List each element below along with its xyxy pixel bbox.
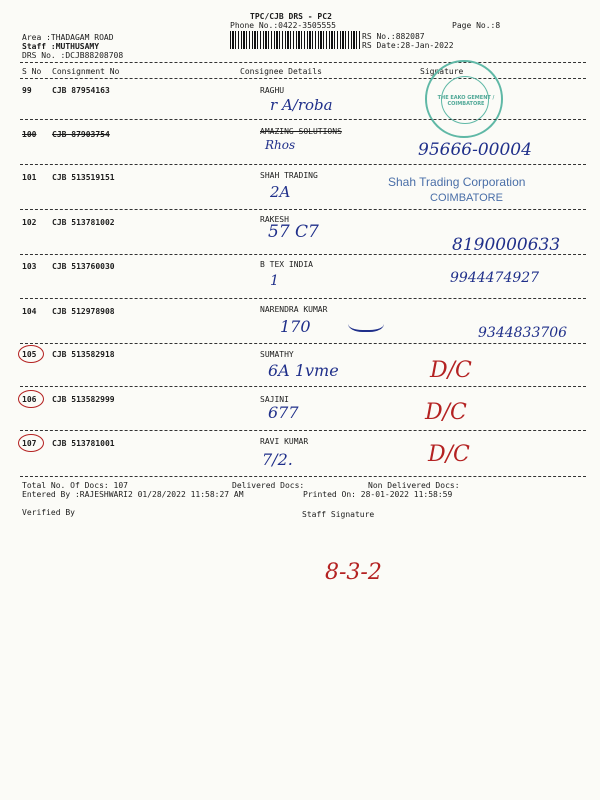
divider: [20, 298, 586, 299]
row-consignee-name: RAKESH: [260, 215, 289, 224]
row-handwritten-note: D/C: [428, 442, 470, 467]
row-sno: 103: [22, 262, 37, 271]
signature-scribble: [348, 312, 384, 332]
row-consignee-name: SHAH TRADING: [260, 171, 318, 180]
row-consignee-name: AMAZING SOLUTIONS: [260, 127, 342, 136]
row-consignee-name: RAVI KUMAR: [260, 437, 309, 446]
column-header-consignment: Consignment No: [52, 67, 120, 76]
row-consignee-name: SUMATHY: [260, 350, 294, 359]
row-handwritten-note: 9944474927: [450, 270, 540, 286]
page-number: Page No.:8: [452, 21, 501, 30]
phone-number: Phone No.:0422-3505555: [230, 21, 336, 30]
non-delivered-docs: Non Delivered Docs:: [368, 481, 460, 490]
row-consignment-no: CJB 87954163: [52, 86, 110, 95]
rs-number: RS No.:882087: [362, 32, 425, 41]
row-handwritten-note: 8190000633: [452, 235, 561, 255]
row-consignment-no: CJB 513781001: [52, 439, 115, 448]
row-consignee-name: NARENDRA KUMAR: [260, 305, 328, 314]
row-handwritten-sign: Rhos: [265, 138, 296, 152]
report-title: TPC/CJB DRS - PC2: [250, 12, 332, 21]
row-consignment-no: CJB 513582999: [52, 395, 115, 404]
divider: [20, 78, 586, 79]
divider: [20, 254, 586, 255]
row-sno: 105: [22, 350, 37, 359]
row-consignee-name: SAJINI: [260, 395, 289, 404]
row-handwritten-sign: 6A 1vme: [268, 361, 339, 380]
divider: [20, 386, 586, 387]
divider: [20, 164, 586, 165]
row-handwritten-note: D/C: [425, 400, 467, 425]
divider: [20, 119, 586, 120]
row-consignment-no: CJB 512978908: [52, 307, 115, 316]
row-handwritten-sign: 677: [268, 403, 299, 422]
row-sno: 102: [22, 218, 37, 227]
barcode: [230, 31, 360, 49]
row-sno: 106: [22, 395, 37, 404]
row-handwritten-sign: r A/roba: [270, 96, 333, 114]
row-sno: 104: [22, 307, 37, 316]
divider: [20, 343, 586, 344]
row-handwritten-note: 9344833706: [478, 325, 568, 341]
row-consignment-no: CJB 513582918: [52, 350, 115, 359]
divider: [20, 430, 586, 431]
divider: [20, 209, 586, 210]
column-header-sno: S No: [22, 67, 42, 76]
row-consignee-name: RAGHU: [260, 86, 285, 95]
divider: [20, 62, 586, 63]
handwritten-date-note: 8-3-2: [325, 560, 382, 585]
column-header-consignee: Consignee Details: [240, 67, 322, 76]
delivered-docs: Delivered Docs:: [232, 481, 305, 490]
row-handwritten-note: 95666-00004: [418, 140, 532, 160]
row-sno: 107: [22, 439, 37, 448]
row-sno: 101: [22, 173, 37, 182]
row-handwritten-sign: 2A: [270, 183, 291, 201]
drs-number: DRS No. :DCJB88208708: [22, 51, 124, 60]
divider: [20, 476, 586, 477]
row-handwritten-sign: 57 C7: [268, 222, 319, 242]
verified-by: Verified By: [22, 508, 75, 517]
row-sno: 99: [22, 86, 32, 95]
row-consignment-no: CJB 513781002: [52, 218, 115, 227]
total-docs: Total No. Of Docs: 107: [22, 481, 128, 490]
row-handwritten-note: D/C: [430, 358, 472, 383]
shah-trading-stamp-city: COIMBATORE: [430, 192, 503, 204]
rs-date: RS Date:28-Jan-2022: [362, 41, 454, 50]
row-sno: 100: [22, 130, 37, 139]
company-seal: [425, 60, 503, 138]
printed-on: Printed On: 28-01-2022 11:58:59: [303, 490, 453, 499]
area-label: Area :THADAGAM ROAD: [22, 33, 114, 42]
row-consignment-no: CJB 513760030: [52, 262, 115, 271]
row-consignment-no: CJB 87903754: [52, 130, 110, 139]
row-consignee-name: B TEX INDIA: [260, 260, 313, 269]
row-handwritten-sign: 1: [270, 273, 279, 289]
seal-text: THE EAKO GEMENT / COIMBATORE: [437, 95, 495, 107]
row-handwritten-sign: 7/2.: [262, 450, 293, 469]
row-consignment-no: CJB 513519151: [52, 173, 115, 182]
staff-signature: Staff Signature: [302, 510, 375, 519]
shah-trading-stamp: Shah Trading Corporation: [388, 175, 526, 189]
row-handwritten-sign: 170: [280, 317, 311, 336]
staff-label: Staff :MUTHUSAMY: [22, 42, 100, 51]
column-header-signature: Signature: [420, 67, 464, 76]
entered-by: Entered By :RAJESHWARI2 01/28/2022 11:58:27 AM: [22, 490, 244, 499]
